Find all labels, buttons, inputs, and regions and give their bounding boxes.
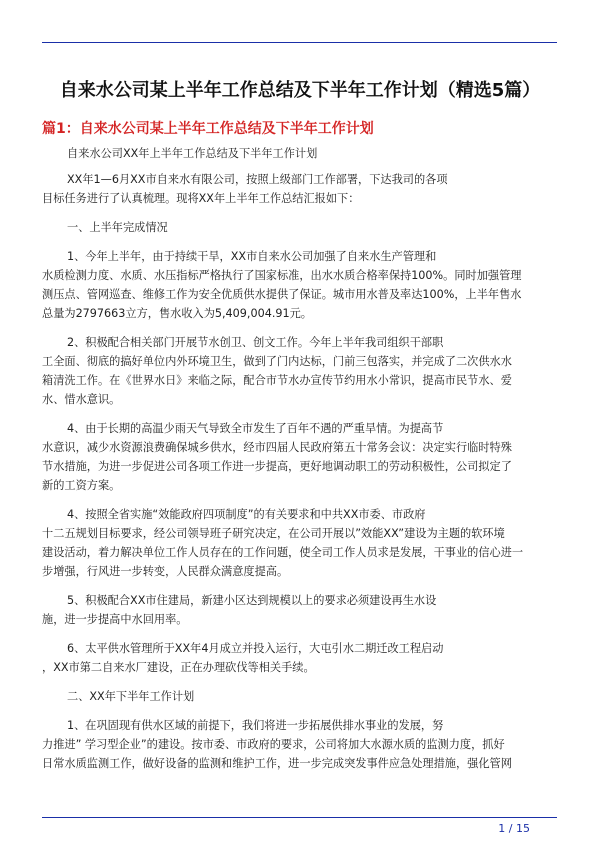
paragraph-line: 水质检测力度、水质、水压指标严格执行了国家标准，出水水质合格率保持100%。同时加强管理 (42, 269, 522, 282)
paragraph-line: 建设活动，着力解决单位工作人员存在的工作问题，使全司工作人员求是发展，干事业的信心进一 (42, 546, 524, 559)
header-rule (42, 42, 557, 43)
paragraph-line: ，XX市第二自来水厂建设，正在办理砍伐等相关手续。 (42, 661, 315, 674)
paragraph-line: 日常水质监测工作，做好设备的监测和维护工作，进一步完成突发事件应急处理措施，强化管网 (42, 757, 512, 770)
paragraph-line: 水、惜水意识。 (42, 393, 121, 406)
paragraph-line: 总量为2797663立方，售水收入为5,409,004.91元。 (42, 307, 312, 320)
paragraph-line: 2、积极配合相关部门开展节水创卫、创文工作。今年上半年我司组织干部职 (67, 336, 444, 349)
document-body (42, 144, 558, 773)
paragraph-line: 测压点、管网巡查、维修工作为安全优质供水提供了保证。城市用水普及率达100%，上半年售水 (42, 288, 522, 301)
document-subtitle: 自来水公司XX年上半年工作总结及下半年工作计划 (67, 147, 318, 160)
paragraph-line: 4、按照全省实施“效能政府四项制度”的有关要求和中共XX市委、市政府 (67, 508, 426, 521)
section-heading: 篇1：自来水公司某上半年工作总结及下半年工作计划 (42, 121, 374, 137)
paragraph-line: 4、由于长期的高温少雨天气导致全市发生了百年不遇的严重旱情。为提高节 (67, 422, 444, 435)
page-indicator: 1 / 15 (498, 822, 530, 835)
paragraph-line: 6、太平供水管理所于XX年4月成立并投入运行，大屯引水二期迁改工程启动 (67, 642, 444, 655)
paragraph-line: XX年1—6月XX市自来水有限公司，按照上级部门工作部署，下达我司的各项 (67, 173, 448, 186)
section-title-2: 二、XX年下半年工作计划 (67, 690, 195, 703)
paragraph-line: 1、今年上半年，由于持续干旱，XX市自来水公司加强了自来水生产管理和 (67, 250, 437, 263)
paragraph-line: 目标任务进行了认真梳理。现将XX年上半年工作总结汇报如下： (42, 192, 360, 205)
paragraph-line: 新的工资方案。 (42, 479, 121, 492)
paragraph-line: 5、积极配合XX市住建局，新建小区达到规模以上的要求必须建设再生水设 (67, 594, 437, 607)
section-title-1: 一、上半年完成情况 (67, 221, 168, 234)
paragraph-line: 1、在巩固现有供水区域的前提下，我们将进一步拓展供排水事业的发展，努 (67, 719, 444, 732)
footer-rule (42, 817, 557, 818)
paragraph-line: 箱清洗工作。在《世界水日》来临之际，配合市节水办宣传节约用水小常识，提高市民节水、爱 (42, 374, 512, 387)
paragraph-line: 节水措施，为进一步促进公司各项工作进一步提高，更好地调动职工的劳动积极性，公司拟定了 (42, 460, 512, 473)
paragraph-line: 步增强，行风进一步转变，人民群众满意度提高。 (42, 565, 289, 578)
paragraph-line: 施，进一步提高中水回用率。 (42, 613, 188, 626)
paragraph-line: 十二五规划目标要求，经公司领导班子研究决定，在公司开展以”效能XX”建设为主题的软环境 (42, 527, 505, 540)
paragraph-line: 水意识，减少水资源浪费确保城乡供水，经市四届人民政府第五十常务会议：决定实行临时特殊 (42, 441, 512, 454)
paragraph-line: 力推进” 学习型企业”的建设。按市委、市政府的要求，公司将加大水源水质的监测力度，抓好 (42, 738, 505, 751)
document-title: 自来水公司某上半年工作总结及下半年工作计划（精选5篇） (59, 80, 541, 101)
paragraph-line: 工全面、彻底的搞好单位内外环境卫生，做到了门内达标，门前三包落实，并完成了二次供水水 (42, 355, 512, 368)
